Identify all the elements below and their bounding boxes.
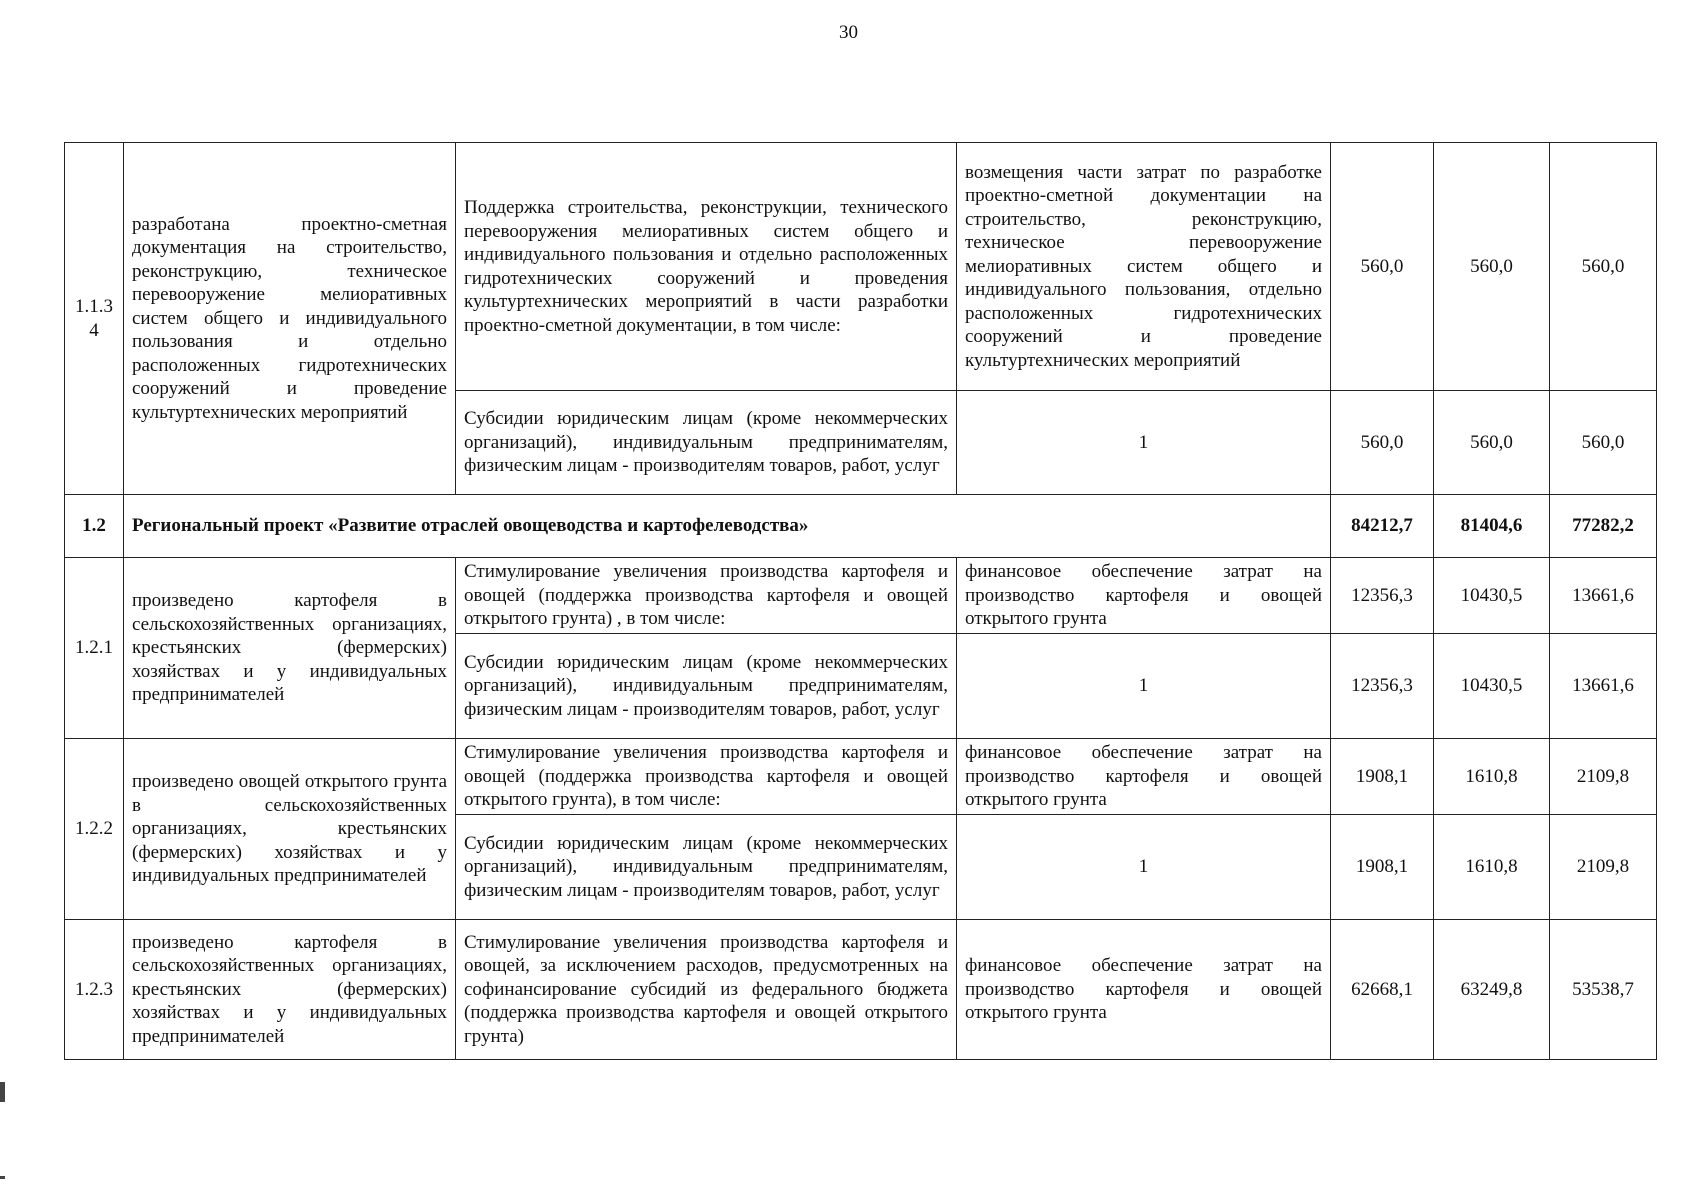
section-number: 1.2 — [65, 495, 124, 558]
section-value-year-2: 81404,6 — [1434, 495, 1550, 558]
section-row — [65, 495, 1657, 558]
value-year-2: 560,0 — [1434, 391, 1550, 495]
purpose-cell: возмещения части затрат по разработке проектно-сметной документации на строительство, реконструкцию, техническое перевооружение мелиоративных систем общего и индивидуального пользования, отдельно расположенных гидротехнических сооружений и проведение культуртехнических мероприятий — [957, 143, 1331, 391]
subsidy-cell: Субсидии юридическим лицам (кроме некоммерческих организаций), индивидуальным предпринимателям, физическим лицам - производителям товаров, работ, услуг — [456, 815, 957, 920]
value-year-3: 2109,8 — [1550, 739, 1657, 815]
result-cell: произведено овощей открытого грунта в сельскохозяйственных организациях, крестьянских (фермерских) хозяйствах и у индивидуальных предпринимателей — [124, 739, 456, 920]
row-number: 1.2.3 — [65, 920, 124, 1060]
result-cell: произведено картофеля в сельскохозяйственных организациях, крестьянских (фермерских) хозяйствах и у индивидуальных предпринимателей — [124, 558, 456, 739]
value-year-2: 1610,8 — [1434, 739, 1550, 815]
table-row — [65, 558, 1657, 634]
value-year-2: 1610,8 — [1434, 815, 1550, 920]
value-year-1: 560,0 — [1331, 143, 1434, 391]
value-year-3: 2109,8 — [1550, 815, 1657, 920]
value-year-3: 560,0 — [1550, 391, 1657, 495]
value-year-1: 1908,1 — [1331, 739, 1434, 815]
value-year-3: 560,0 — [1550, 143, 1657, 391]
page-number: 30 — [839, 22, 858, 43]
result-cell: произведено картофеля в сельскохозяйственных организациях, крестьянских (фермерских) хозяйствах и у индивидуальных предпринимателей — [124, 920, 456, 1060]
value-year-1: 12356,3 — [1331, 558, 1434, 634]
value-year-1: 1908,1 — [1331, 815, 1434, 920]
purpose-cell: финансовое обеспечение затрат на производство картофеля и овощей открытого грунта — [957, 558, 1331, 634]
table-row — [65, 920, 1657, 1060]
value-year-3: 53538,7 — [1550, 920, 1657, 1060]
subsidy-cell: Субсидии юридическим лицам (кроме некоммерческих организаций), индивидуальным предпринимателям, физическим лицам - производителям товаров, работ, услуг — [456, 391, 957, 495]
value-year-2: 10430,5 — [1434, 634, 1550, 739]
program-table — [64, 142, 1657, 1060]
subsidy-code: 1 — [957, 391, 1331, 495]
row-number: 1.2.1 — [65, 558, 124, 739]
subsidy-cell: Субсидии юридическим лицам (кроме некоммерческих организаций), индивидуальным предпринимателям, физическим лицам - производителям товаров, работ, услуг — [456, 634, 957, 739]
event-cell: Стимулирование увеличения производства картофеля и овощей (поддержка производства картофеля и овощей открытого грунта) , в том числе: — [456, 558, 957, 634]
subsidy-code: 1 — [957, 815, 1331, 920]
section-value-year-3: 77282,2 — [1550, 495, 1657, 558]
value-year-2: 560,0 — [1434, 143, 1550, 391]
section-value-year-1: 84212,7 — [1331, 495, 1434, 558]
purpose-cell: финансовое обеспечение затрат на производство картофеля и овощей открытого грунта — [957, 739, 1331, 815]
value-year-2: 10430,5 — [1434, 558, 1550, 634]
value-year-1: 12356,3 — [1331, 634, 1434, 739]
purpose-cell: финансовое обеспечение затрат на производство картофеля и овощей открытого грунта — [957, 920, 1331, 1060]
event-cell: Стимулирование увеличения производства картофеля и овощей, за исключением расходов, предусмотренных на софинансирование субсидий из федерального бюджета (поддержка производства картофеля и овощей открытого грунта) — [456, 920, 957, 1060]
row-number: 1.1.34 — [65, 143, 124, 495]
value-year-1: 560,0 — [1331, 391, 1434, 495]
event-cell: Поддержка строительства, реконструкции, технического перевооружения мелиоративных систем общего и индивидуального пользования и отдельно расположенных гидротехнических сооружений и проведения культуртехнических мероприятий в части разработки проектно-сметной документации, в том числе: — [456, 143, 957, 391]
event-cell: Стимулирование увеличения производства картофеля и овощей (поддержка производства картофеля и овощей открытого грунта), в том числе: — [456, 739, 957, 815]
row-number: 1.2.2 — [65, 739, 124, 920]
scan-edge-mark — [0, 1176, 5, 1179]
result-cell: разработана проектно-сметная документация на строительство, реконструкцию, техническое перевооружение мелиоративных систем общего и индивидуального пользования и отдельно расположенных гидротехнических сооружений и проведение культуртехнических мероприятий — [124, 143, 456, 495]
table-row — [65, 143, 1657, 391]
subsidy-code: 1 — [957, 634, 1331, 739]
section-title: Региональный проект «Развитие отраслей овощеводства и картофелеводства» — [124, 495, 1331, 558]
scan-edge-mark — [0, 1082, 5, 1102]
value-year-3: 13661,6 — [1550, 558, 1657, 634]
value-year-1: 62668,1 — [1331, 920, 1434, 1060]
value-year-2: 63249,8 — [1434, 920, 1550, 1060]
value-year-3: 13661,6 — [1550, 634, 1657, 739]
table-row — [65, 739, 1657, 815]
